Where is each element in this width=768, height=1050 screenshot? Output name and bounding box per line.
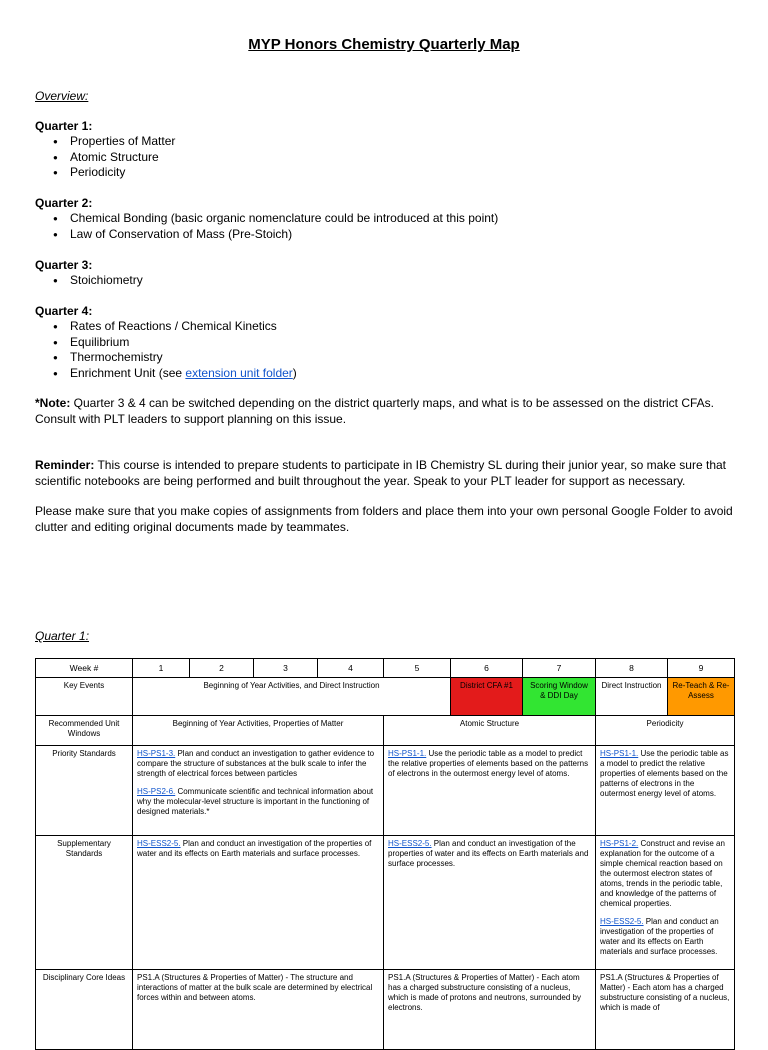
standard-code[interactable]: HS-PS1-1.	[600, 749, 639, 758]
reminder-paragraph	[35, 458, 740, 489]
list-item: ● Atomic Structure	[35, 150, 175, 166]
table-row	[36, 970, 735, 1050]
dci-cell: PS1.A (Structures & Properties of Matter) - Each atom has a charged substructure consisting of a nucleus, which is made of	[596, 970, 735, 1050]
list-item: ● Chemical Bonding (basic organic nomenclature could be introduced at this point)	[35, 211, 498, 227]
key-event-reteach: Re-Teach & Re-Assess	[668, 678, 735, 716]
list-item: ● Periodicity	[35, 165, 175, 181]
reminder-label: Reminder:	[35, 458, 95, 472]
standard-code[interactable]: HS-ESS2-5.	[600, 917, 644, 926]
quarter-3-label: Quarter 3:	[35, 258, 93, 272]
dci-cell: PS1.A (Structures & Properties of Matter) - The structure and interactions of matter at the bulk scale are determined by electrical forces within and between atoms.	[133, 970, 384, 1050]
quarter-1-label: Quarter 1:	[35, 119, 93, 133]
quarter-3-list	[35, 273, 143, 289]
week-cell: 3	[254, 659, 318, 678]
note-label: *Note:	[35, 396, 71, 410]
unit-window: Atomic Structure	[384, 716, 596, 746]
standard-code[interactable]: HS-PS1-2.	[600, 839, 639, 848]
quarter-1-section-label: Quarter 1:	[35, 629, 90, 643]
list-item: ● Stoichiometry	[35, 273, 143, 289]
week-cell: 2	[190, 659, 254, 678]
priority-standard-cell	[133, 746, 384, 836]
units-label: Recommended Unit Windows	[36, 716, 133, 746]
standard-text: Plan and conduct an investigation of the properties of water and its effects on Earth materials and surface processes.	[600, 917, 719, 956]
key-event-scoring-window: Scoring Window & DDI Day	[523, 678, 596, 716]
copies-paragraph: Please make sure that you make copies of assignments from folders and place them into your own personal Google Folder to avoid clutter and editing original documents made by teammates.	[35, 504, 733, 534]
week-cell: 4	[318, 659, 384, 678]
key-event-direct-instruction: Direct Instruction	[596, 678, 668, 716]
list-item: ● Equilibrium	[35, 335, 297, 351]
unit-window: Beginning of Year Activities, Properties of Matter	[133, 716, 384, 746]
quarter-2-label: Quarter 2:	[35, 196, 93, 210]
key-event-beginning: Beginning of Year Activities, and Direct Instruction	[133, 678, 451, 716]
table-row	[36, 746, 735, 836]
priority-standard-cell	[596, 746, 735, 836]
standard-code[interactable]: HS-PS2-6.	[137, 787, 176, 796]
dci-cell: PS1.A (Structures & Properties of Matter) - Each atom has a charged substructure consisting of a nucleus, which is made of protons and neutrons, surrounded by electrons.	[384, 970, 596, 1050]
table-row	[36, 716, 735, 746]
table-row	[36, 836, 735, 970]
note-text: Quarter 3 & 4 can be switched depending on the district quarterly maps, and what is to be assessed on the district CFAs. Consult with PLT leaders to support planning on this issue.	[35, 396, 715, 426]
reminder-text: This course is intended to prepare students to participate in IB Chemistry SL during their junior year, so make sure that scientific notebooks are being performed and built throughout the year. Speak to your PLT leader for support as necessary.	[35, 458, 727, 488]
quarter-2-list	[35, 211, 498, 242]
list-item: ● Rates of Reactions / Chemical Kinetics	[35, 319, 297, 335]
list-item: ● Thermochemistry	[35, 350, 297, 366]
overview-label: Overview:	[35, 89, 89, 103]
standard-text: Plan and conduct an investigation of the properties of water and its effects on Earth materials and surface processes.	[137, 839, 372, 858]
standard-code[interactable]: HS-PS1-1.	[388, 749, 427, 758]
week-cell: 8	[596, 659, 668, 678]
supplementary-standard-cell	[384, 836, 596, 970]
enrichment-suffix: )	[292, 365, 297, 380]
supplementary-standard-cell	[596, 836, 735, 970]
week-header: Week #	[36, 659, 133, 678]
week-cell: 7	[523, 659, 596, 678]
enrichment-prefix: Enrichment Unit (see	[70, 365, 186, 380]
standard-text: Plan and conduct an investigation to gather evidence to compare the structure of substances at the bulk scale to infer the strength of electrical forces between particles	[137, 749, 375, 778]
week-cell: 5	[384, 659, 451, 678]
key-events-label: Key Events	[36, 678, 133, 716]
week-cell: 9	[668, 659, 735, 678]
standard-code[interactable]: HS-PS1-3.	[137, 749, 176, 758]
standard-code[interactable]: HS-ESS2-5.	[388, 839, 432, 848]
extension-unit-folder-link[interactable]: extension unit folder	[185, 365, 293, 380]
quarter-1-list	[35, 134, 175, 181]
note-paragraph	[35, 396, 740, 427]
list-item: ● Properties of Matter	[35, 134, 175, 150]
standard-text: Communicate scientific and technical information about why the molecular-level structure is important in the functioning of designed materials.*	[137, 787, 374, 816]
standard-text: Use the periodic table as a model to predict the relative properties of elements based on the patterns of electrons in the outermost energy level of atoms.	[600, 749, 729, 798]
supplementary-label: Supplementary Standards	[36, 836, 133, 970]
standard-text: Construct and revise an explanation for the outcome of a simple chemical reaction based on the outermost electron states of atoms, trends in the periodic table, and knowledge of the patterns of chemical properties.	[600, 839, 725, 908]
week-cell: 1	[133, 659, 190, 678]
week-cell: 6	[451, 659, 523, 678]
quarter-1-map-table	[35, 658, 735, 1050]
quarter-4-label: Quarter 4:	[35, 304, 93, 318]
priority-label: Priority Standards	[36, 746, 133, 836]
page-title: MYP Honors Chemistry Quarterly Map	[248, 36, 520, 53]
table-row	[36, 678, 735, 716]
key-event-district-cfa: District CFA #1	[451, 678, 523, 716]
table-row	[36, 659, 735, 678]
dci-label: Disciplinary Core Ideas	[36, 970, 133, 1050]
quarter-4-list	[35, 319, 297, 381]
standard-text: Plan and conduct an investigation of the properties of water and its effects on Earth materials and surface processes.	[388, 839, 589, 868]
supplementary-standard-cell	[133, 836, 384, 970]
unit-window: Periodicity	[596, 716, 735, 746]
standard-code[interactable]: HS-ESS2-5.	[137, 839, 181, 848]
list-item	[35, 366, 297, 382]
standard-text: Use the periodic table as a model to predict the relative properties of elements based on the patterns of electrons in the outermost energy level of atoms.	[388, 749, 589, 778]
list-item: ● Law of Conservation of Mass (Pre-Stoich)	[35, 227, 498, 243]
priority-standard-cell	[384, 746, 596, 836]
